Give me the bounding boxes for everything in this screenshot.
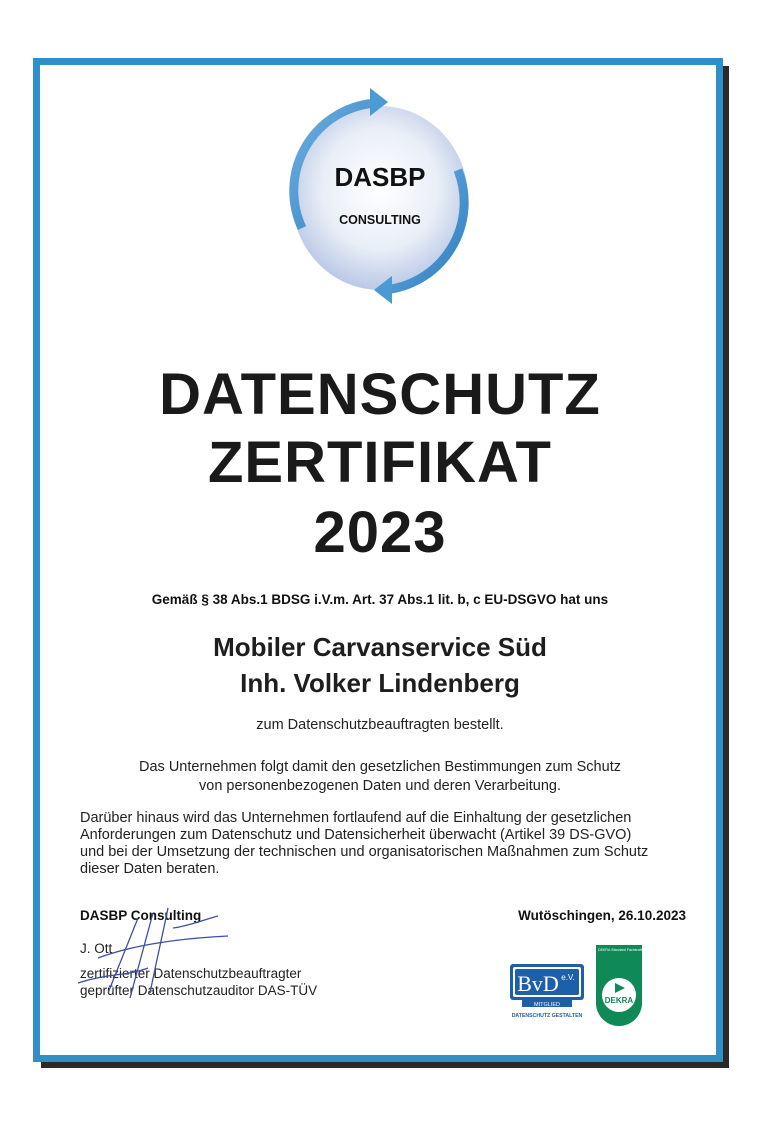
place-date: Wutöschingen, 26.10.2023 (518, 908, 686, 923)
frame-shadow-right (723, 66, 729, 1066)
title-line-2: ZERTIFIKAT (208, 430, 552, 495)
title-year: 2023 (313, 500, 447, 565)
monitoring-line-3: und bei der Umsetzung der technischen und organisatorischen Maßnahmen zum Schutz (80, 844, 649, 860)
company-owner: Inh. Volker Lindenberg (240, 668, 520, 698)
bvd-member: MITGLIED (534, 1002, 560, 1008)
bvd-suffix: e.V. (561, 973, 575, 982)
monitoring-line-1: Darüber hinaus wird das Unternehmen fortlaufend auf die Einhaltung der gesetzlichen (80, 810, 632, 826)
bvd-member-badge (508, 962, 586, 1020)
issuer-name: DASBP Consulting (80, 908, 202, 923)
dekra-top-text: DEKRA Standard Fachkraft für Datenschutz (598, 948, 668, 952)
frame-shadow-bottom (41, 1062, 729, 1068)
logo-name: DASBP (334, 162, 426, 192)
signatory-name: J. Ott (80, 941, 113, 956)
monitoring-line-4: dieser Daten beraten. (80, 861, 220, 877)
logo-sub: CONSULTING (339, 213, 421, 227)
signatory-role-2: geprüfter Datenschutzauditor DAS-TÜV (80, 983, 318, 998)
appointment-text: zum Datenschutzbeauftragten bestellt. (256, 717, 504, 733)
dekra-name: DEKRA (604, 996, 634, 1005)
dekra-seal (594, 943, 668, 1021)
signatory-role-1: zertifizierter Datenschutzbeauftragter (80, 966, 302, 981)
statement-line-1: Das Unternehmen folgt damit den gesetzlichen Bestimmungen zum Schutz (139, 759, 621, 775)
monitoring-line-2: Anforderungen zum Datenschutz und Datensicherheit überwacht (Artikel 39 DS-GVO) (80, 827, 632, 843)
bvd-tagline: DATENSCHUTZ GESTALTEN (511, 1013, 583, 1019)
legal-basis: Gemäß § 38 Abs.1 BDSG i.V.m. Art. 37 Abs.1 lit. b, c EU-DSGVO hat uns (151, 592, 609, 607)
dasbp-logo (262, 78, 498, 314)
handwritten-signature (68, 898, 238, 1008)
statement-line-2: von personenbezogenen Daten und deren Verarbeitung. (199, 778, 561, 794)
title-line-1: DATENSCHUTZ (159, 362, 601, 427)
bvd-mark: BvD (517, 971, 559, 996)
company-name: Mobiler Carvanservice Süd (213, 632, 547, 662)
